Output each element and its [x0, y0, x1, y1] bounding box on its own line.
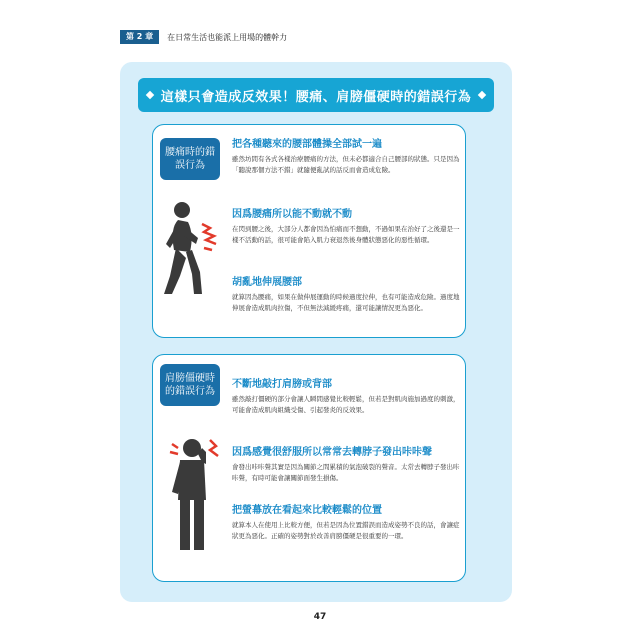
- chapter-header: [120, 30, 287, 44]
- chapter-tag: 第 2 章: [120, 30, 159, 44]
- section-title: 胡亂地伸展腰部: [232, 277, 302, 288]
- chapter-title: 在日常生活也能派上用場的體幹力: [167, 32, 288, 42]
- banner-title: 這樣只會造成反效果！腰痛、肩膀僵硬時的錯誤行為: [160, 89, 472, 105]
- card-tag-back-pain: 腰痛時的錯誤行為: [160, 138, 220, 180]
- card-tag-stiff-shoulder: 肩膀僵硬時的錯誤行為: [160, 364, 220, 406]
- section-title: 把螢幕放在看起來比較輕鬆的位置: [232, 505, 382, 516]
- back-pain-figure-icon: [160, 198, 230, 298]
- section: [232, 378, 460, 416]
- section-body: 就算因為腰痛，如果在做伸展運動的時候過度拉伸，也有可能造成危險。過度地伸展會造成肌肉拉傷，不但無法減緩疼痛，還可能讓情況更為惡化。: [232, 293, 460, 312]
- section-title: 把各種聽來的腰部體操全部試一遍: [232, 139, 382, 150]
- section: [232, 138, 460, 176]
- section-title: 因爲感覺很舒服所以常常去轉脖子發出咔咔聲: [232, 447, 432, 458]
- section-body: 在閃到腰之後，大部分人都會因為怕痛而不想動，不過如果在治好了之後還是一樣不活動的話，很可能會陷入肌力衰退然後身體狀態惡化的惡性循環。: [232, 225, 460, 244]
- stiff-shoulder-figure-icon: [164, 436, 226, 556]
- section: [232, 276, 460, 314]
- section-title: 不斷地敲打肩膀或背部: [232, 379, 332, 390]
- section: [232, 208, 460, 246]
- diamond-icon: [478, 91, 486, 99]
- section-body: 雖然坊間有各式各樣治療腰痛的方法，但未必都適合自己腰部的狀態。只是因為「聽說那個方法不錯」就隨便亂試的話反而會造成危險。: [232, 155, 460, 174]
- section: [232, 504, 460, 542]
- section-body: 會發出咔咔聲其實是因為關節之間累積的氣泡破裂的聲音。太常去轉脖子發出咔咔聲，有時可能會讓關節面發生損傷。: [232, 463, 460, 482]
- banner: [138, 78, 494, 112]
- section-body: 雖然敲打僵硬的部分會讓人瞬間感覺比較輕鬆，但若是對肌肉施加過度的刺激，可能會造成肌肉組織受傷、引起發炎的反效果。: [232, 395, 460, 414]
- diamond-icon: [145, 91, 153, 99]
- section: [232, 446, 460, 484]
- page-number: 47: [313, 612, 327, 622]
- section-title: 因爲腰痛所以能不動就不動: [232, 209, 352, 220]
- section-body: 就算本人在使用上比較方便，但若是因為位置錯誤而造成姿勢不良的話，會讓症狀更為惡化。正確的姿勢對於改善肩膀僵硬是很重要的一環。: [232, 521, 460, 540]
